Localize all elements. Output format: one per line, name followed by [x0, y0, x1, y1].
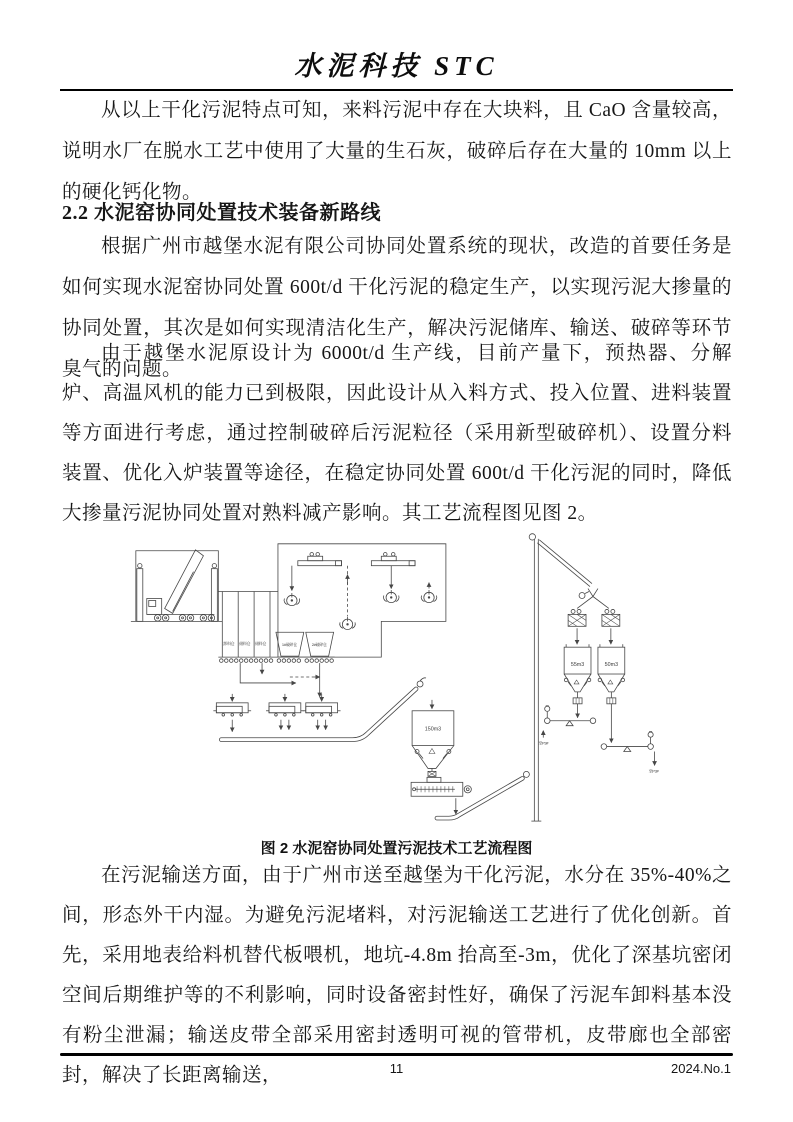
roller-conveyor-line	[218, 657, 334, 662]
section-heading: 2.2 水泥窑协同处置技术装备新路线	[62, 202, 381, 224]
silo-small2-label: 50m3	[604, 662, 619, 669]
splitter-chute	[577, 589, 609, 609]
paragraph-overview: 根据广州市越堡水泥有限公司协同处置系统的现状，改造的首要任务是如何实现水泥窑协同处置 600t/d 干化污泥的稳定生产，以实现污泥大掺量的协同处置，其次是如何实现清洁化生产，解决污泥储库、输送、破碎等环节臭气的问题。	[62, 236, 732, 380]
pipe-conveyor-1	[221, 678, 426, 740]
silo-150m3	[412, 700, 454, 777]
monorail-hoist-2	[371, 552, 415, 565]
issue-label: 2024.No.1	[671, 1061, 731, 1076]
grab-bucket-icon	[421, 590, 437, 603]
note-1-label: 至P3#	[538, 740, 549, 746]
surface-feeders	[213, 694, 340, 732]
crane-hall	[278, 544, 446, 657]
incline-conveyor	[537, 540, 592, 587]
pipe-conveyor-2	[437, 771, 529, 818]
rotary-feeder-2	[602, 609, 620, 644]
paragraph-transport: 在污泥输送方面，由于广州市送至越堡为干化污泥，水分在 35%-40%之间，形态外干内湿。为避免污泥堵料，对污泥输送工艺进行了优化创新。首先，采用地表给料机替代板喂机，地坑-4.8m 抬高至-3m，优化了深基坑密闭空间后期维护等的不利影响，同时设备密封性好，确保了污泥车卸料基本没有粉尘泄漏；输送皮带全部采用密封透明可视的管带机，皮带廊也全部密封，解决了长距离输送，	[62, 865, 732, 1086]
dosing-conveyor-1	[544, 706, 595, 726]
silo-small1-label: 55m3	[570, 662, 585, 669]
paragraph-design: 由于越堡水泥原设计为 6000t/d 生产线，目前产量下，预热器、分解炉、高温风机的能力已到极限，因此设计从入料方式、投入位置、进料装置等方面进行考虑，通过控制破碎后污泥粒径（采用新型破碎机）、设置分料装置、优化入炉装置等途径，在稳定协同处置 600t/d 干化污泥的同时，降低大掺量污泥协同处置对熟料减产影响。其工艺流程图见图 2。	[62, 343, 732, 524]
crusher-bin-label-1: 1#破碎仓	[281, 642, 297, 648]
bin-50m3	[598, 644, 625, 742]
note-2-label: 至P3#	[648, 768, 659, 774]
material-flow-arrows	[240, 663, 320, 697]
bunker-label-1: 卸料仓	[223, 641, 235, 647]
process-flow-figure	[99, 517, 759, 835]
grab-bucket-icon	[340, 617, 356, 630]
bunker-label-3: 储料仓	[255, 641, 267, 647]
figure-caption: 图 2 水泥窑协同处置污泥技术工艺流程图	[260, 840, 533, 857]
grab-bucket-icon	[383, 590, 399, 603]
note-2	[649, 768, 660, 773]
dump-truck-icon	[147, 550, 215, 621]
crusher-hoppers	[276, 632, 334, 656]
grab-bucket-icon	[284, 593, 300, 606]
note-1	[538, 731, 549, 746]
screw-weigh-feeder	[411, 777, 471, 814]
process-flow-diagram	[99, 517, 759, 835]
elevator-line	[529, 534, 541, 821]
dosing-conveyor-2	[601, 732, 654, 766]
bin-55m3	[564, 644, 591, 718]
monorail-hoist-1	[298, 552, 342, 565]
journal-title: 水泥科技 STC	[294, 51, 499, 81]
bunker-label-2: 储料仓	[239, 641, 251, 647]
silo-main-label: 150m3	[424, 726, 442, 733]
rotary-feeder-1	[568, 609, 586, 644]
page-number: 11	[389, 1061, 404, 1076]
footer-rule	[60, 1053, 733, 1056]
paragraph-intro: 从以上干化污泥特点可知，来料污泥中存在大块料，且 CaO 含量较高，说明水厂在脱水工艺中使用了大量的生石灰，破碎后存在大量的 10mm 以上的硬化钙化物。	[62, 100, 732, 203]
storage-compartments	[218, 592, 278, 658]
crusher-bin-label-2: 2#破碎仓	[311, 642, 327, 648]
